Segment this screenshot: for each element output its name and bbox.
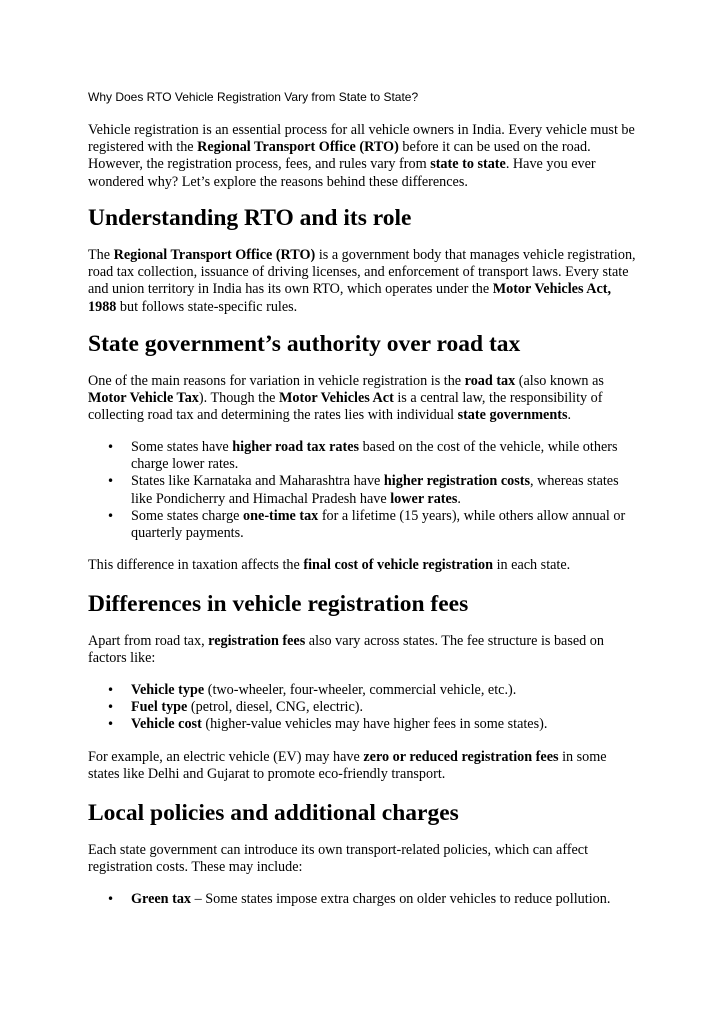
intro-text-3: . Have you ever wondered why? Let’s explore the reasons behind these differences. bbox=[88, 156, 596, 190]
intro-text-2: before it can be used on the road. However, the registration process, fees, and rules vary from bbox=[88, 139, 591, 173]
closing-text-1: This difference in taxation affects the bbox=[88, 557, 304, 573]
list-item-bold: Fuel type bbox=[131, 699, 188, 716]
list-item-bold: higher road tax rates bbox=[232, 439, 360, 455]
closing-text-2: in each state. bbox=[493, 557, 571, 573]
list-item-text: , whereas states like Pondicherry and Himachal Pradesh have bbox=[131, 473, 619, 507]
list-item-text: – Some states impose extra charges on older vehicles to reduce pollution. bbox=[191, 891, 611, 907]
road-tax-closing-paragraph bbox=[88, 557, 636, 574]
road-tax-bold-4: state governments bbox=[457, 407, 568, 424]
local-policies-paragraph: Each state government can introduce its own transport-related policies, which can affect registration costs. These may include: bbox=[88, 842, 589, 876]
list-item-text: (two-wheeler, four-wheeler, commercial vehicle, etc.). bbox=[204, 682, 517, 698]
registration-fees-bullet-list bbox=[88, 682, 636, 734]
list-item-bold: Vehicle type bbox=[131, 682, 205, 698]
list-item bbox=[88, 473, 636, 507]
registration-fees-example-paragraph bbox=[88, 749, 636, 783]
example-text-2: in some states like Delhi and Gujarat to promote eco-friendly transport. bbox=[88, 749, 607, 783]
example-bold: zero or reduced registration fees bbox=[363, 749, 559, 765]
road-tax-text-1: One of the main reasons for variation in vehicle registration is the bbox=[88, 373, 465, 389]
list-item-bold: one-time tax bbox=[243, 507, 319, 524]
fees-bold: registration fees bbox=[208, 633, 306, 649]
intro-text-1: Vehicle registration is an essential process for all vehicle owners in India. Every vehicle must be registered with the bbox=[88, 122, 635, 156]
list-item-text: based on the cost of the vehicle, while others charge lower rates. bbox=[131, 439, 618, 473]
rto-role-text-2: is a government body that manages vehicle registration, road tax collection, issuance of driving licenses, and enforcement of transport laws. Every state and union territory in India has its own RTO, which operates under the bbox=[88, 247, 636, 298]
intro-paragraph bbox=[88, 122, 636, 191]
list-item-text: Some states charge bbox=[131, 507, 244, 524]
list-item-text: States like Karnataka and Maharashtra have bbox=[131, 473, 384, 490]
road-tax-text-5: . bbox=[567, 407, 572, 424]
road-tax-text-2: (also known as bbox=[515, 373, 604, 389]
road-tax-bold-3: Motor Vehicles Act bbox=[279, 390, 394, 407]
section-heading-registration-fees: Differences in vehicle registration fees bbox=[88, 591, 469, 617]
list-item-bold: lower rates bbox=[390, 490, 458, 507]
section-heading-road-tax: State government’s authority over road tax bbox=[88, 331, 521, 357]
list-item-bold: Green tax bbox=[131, 891, 192, 907]
list-item-text: . bbox=[457, 490, 461, 507]
rto-role-bold-act: Motor Vehicles Act, 1988 bbox=[88, 281, 612, 315]
road-tax-text-3: ). Though the bbox=[198, 390, 280, 407]
section-heading-rto-role: Understanding RTO and its role bbox=[88, 205, 412, 231]
list-item bbox=[88, 699, 636, 716]
rto-role-bold-rto: Regional Transport Office (RTO) bbox=[113, 247, 316, 263]
section-heading-local-policies: Local policies and additional charges bbox=[88, 800, 459, 826]
road-tax-bold-2: Motor Vehicle Tax bbox=[88, 390, 199, 407]
list-item bbox=[88, 716, 636, 733]
list-item bbox=[88, 508, 636, 542]
document-title: Why Does RTO Vehicle Registration Vary from State to State? bbox=[88, 90, 419, 104]
intro-bold-rto: Regional Transport Office (RTO) bbox=[197, 139, 399, 156]
closing-bold: final cost of vehicle registration bbox=[303, 557, 494, 573]
rto-role-text-1: The bbox=[88, 247, 114, 263]
fees-text-2: also vary across states. The fee structure is based on factors like: bbox=[88, 633, 604, 667]
list-item bbox=[88, 891, 636, 908]
list-item bbox=[88, 682, 636, 699]
road-tax-bullet-list bbox=[88, 439, 636, 542]
intro-bold-state: state to state bbox=[430, 156, 506, 173]
list-item-text: for a lifetime (15 years), while others allow annual or quarterly payments. bbox=[131, 507, 626, 542]
rto-role-text-3: but follows state-specific rules. bbox=[116, 298, 298, 315]
list-item-text: Some states have bbox=[131, 439, 233, 455]
list-item bbox=[88, 439, 636, 473]
road-tax-bold-1: road tax bbox=[464, 373, 516, 389]
registration-fees-paragraph bbox=[88, 633, 636, 667]
rto-role-paragraph bbox=[88, 247, 636, 316]
road-tax-text-4: is a central law, the responsibility of collecting road tax and determining the rates lies with individual bbox=[88, 390, 603, 424]
road-tax-paragraph bbox=[88, 373, 636, 425]
list-item-bold: Vehicle cost bbox=[131, 716, 202, 733]
example-text-1: For example, an electric vehicle (EV) may have bbox=[88, 749, 364, 765]
local-policies-bullet-list bbox=[88, 891, 636, 908]
list-item-text: (higher-value vehicles may have higher fees in some states). bbox=[201, 716, 548, 733]
list-item-bold: higher registration costs bbox=[383, 473, 530, 490]
fees-text-1: Apart from road tax, bbox=[88, 633, 209, 649]
list-item-text: (petrol, diesel, CNG, electric). bbox=[187, 699, 364, 716]
